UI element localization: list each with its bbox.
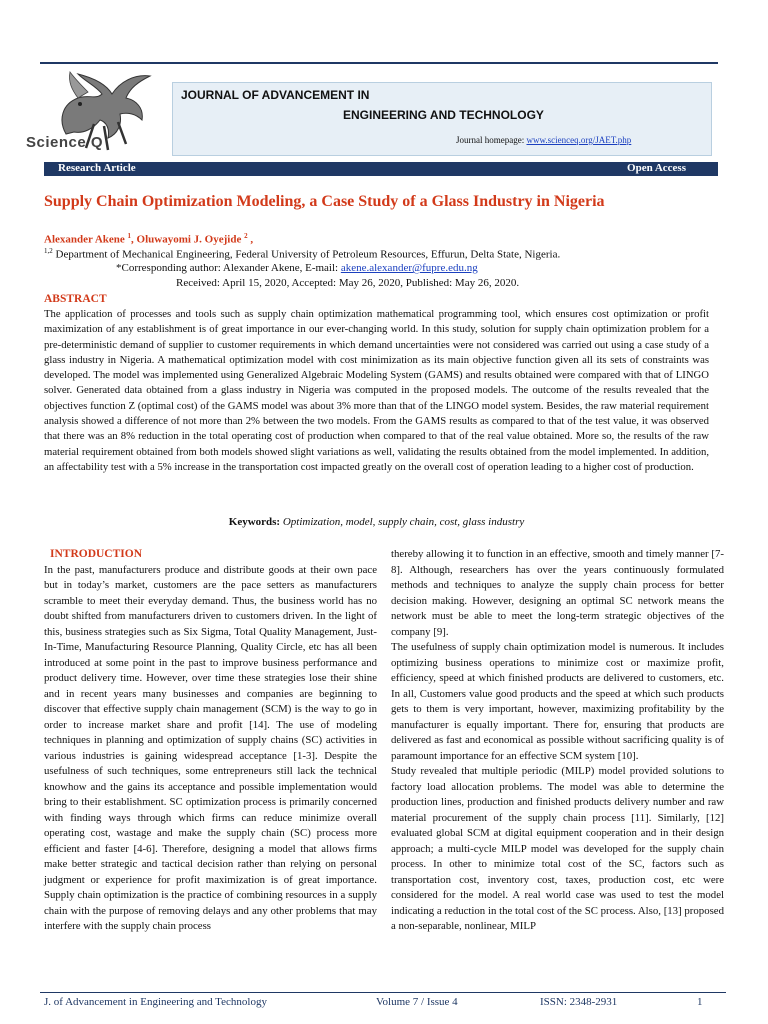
paragraph-2: The usefulness of supply chain optimization model is numerous. It includes optimizing business operations to minimize cost or maximize profit, efficiency, speed at which finished products are delivered to customers, etc. In all, Customers value good products and the speed at which such products gets to them is very important, however, maximizing profitability by the manufacturer is equally important. There for, ensuring that products are delivered as fast and economical as possible without sacrificing quality is of paramount importance for an effective SCM system [10].	[391, 641, 724, 762]
keywords	[44, 516, 709, 528]
homepage-link[interactable]: www.scienceq.org/JAET.php	[526, 135, 632, 145]
author-separator: ,	[131, 233, 137, 246]
paragraph-1: thereby allowing it to function in an effective, smooth and timely manner [7-8]. Although, researchers has over the years continuously formulated methods and techniques to analyze the supply chain process for better decision making. However, designing an optimal SC network means the network must be able to meet the long-term strategic objectives of the company [9].	[391, 548, 724, 638]
affiliation-marker: 1,2	[44, 247, 53, 255]
author-1: Alexander Akene	[44, 233, 128, 246]
corresponding-author	[116, 262, 478, 274]
keywords-label: Keywords:	[228, 516, 281, 528]
author-1-affil: 1	[127, 232, 132, 240]
body-column-left	[44, 547, 377, 935]
footer-journal: J. of Advancement in Engineering and Technology	[44, 996, 267, 1008]
author-list	[44, 232, 253, 246]
page-number: 1	[697, 996, 703, 1008]
author-2-affil: 2	[244, 232, 248, 240]
open-access-label: Open Access	[627, 162, 686, 174]
introduction-heading: INTRODUCTION	[50, 548, 143, 560]
introduction-text: In the past, manufacturers produce and distribute goods at their own pace but in today’s market, customers are the pace setters as manufacturers scramble to meet their everyday demand. Thus, the business world has no doubt shifted from manufacturers driven to customers driven. In the light of this, business strategies such as Six Sigma, Total Quality Management, Just-In-Time, Manufacturing Resource Planning, Quality Circle, etc has all been introduced at some point in the past to improve business performance and product delivery time. However, over time these strategies lose their shine and in recent years many businesses and companies are beginning to discover that effective supply chain management (SCM) is the way to go in order to increase market share and profit [14]. The use of modeling techniques in planning and optimization of supply chains (SC) activities in various industries is gaining widespread acceptance [1-3]. Despite the usefulness of such techniques, some entrepreneurs still lack the technical knowhow and the gains its acceptance and possible implementation would bring to their establishment. SC optimization process is primarily concerned with finding ways through which firms can reduce minimize overall operating cost, wastage and make the supply chain (SC) process more efficient and faster [4-6]. Therefore, designing a model that allows firms make better strategic and tactical decision rather than relying on personal judgment or experience for profit maximization is of great importance. Supply chain optimization is the practice of combining resources in a supply chain with the purpose of removing delays and any other problems that may interfere with the supply chain process	[44, 563, 377, 932]
homepage-label: Journal homepage:	[456, 135, 527, 145]
footer-rule	[40, 992, 726, 993]
journal-title-line2: ENGINEERING AND TECHNOLOGY	[343, 108, 544, 122]
footer-volume: Volume 7 / Issue 4	[376, 996, 458, 1008]
research-article-label: Research Article	[58, 162, 136, 174]
journal-homepage	[456, 135, 631, 145]
logo-text: Science Q	[26, 134, 104, 151]
abstract-heading: ABSTRACT	[44, 293, 107, 305]
author-end: ,	[247, 233, 254, 246]
article-type-bar	[44, 162, 718, 176]
affiliation	[44, 247, 560, 261]
corresponding-prefix: *Corresponding author: Alexander Akene, E-mail:	[116, 262, 341, 274]
journal-title-line1: JOURNAL OF ADVANCEMENT IN	[181, 88, 370, 102]
body-column-right	[391, 547, 724, 935]
keywords-list: Optimization, model, supply chain, cost, glass industry	[282, 516, 525, 528]
publication-dates: Received: April 15, 2020, Accepted: May 26, 2020, Published: May 26, 2020.	[176, 277, 520, 289]
affiliation-text: Department of Mechanical Engineering, Federal University of Petroleum Resources, Effurun, Delta State, Nigeria.	[52, 248, 561, 261]
footer-issn: ISSN: 2348-2931	[540, 996, 618, 1008]
abstract-text: The application of processes and tools such as supply chain optimization mathematical programming tool, which ensures cost optimization or profit maximization of any establishment is of great importance in our ever-changing world. In this study, solution for supply chain optimization problem for a pre-deterministic demand of supplier to customer requirements in which demand uncertainties were not considered was carried out using a case study of a glass industry in Nigeria. A mathematical optimization model with cost minimization as its main objective function given all its sets of constraints was developed. The model was implemented using Generalized Algebraic Modeling System (GAMS) and results obtained were compared with that of LINGO solver. Generated data obtained from a glass industry in Nigeria was computed in the proposed models. The outcome of the results revealed that the objectives function Z (optimal cost) of the GAMS model was about 3% more than that of the LINGO model system. Besides, the raw material requirement analysis showed a difference of not more than 2% between the two models. From the GAMS results as compared to that of the test value, it was observed that there was an 8% reduction in the total operating cost of production when compared to that of the real value obtained. More so, the results of the raw material requirement obtained from both models showed slight variations as well, validating the results obtained from the model implemented. In addition, an affectability test with a 5% increase in the transportation cost impacted greatly on the overall cost of operation leading to a higher cost of production.	[44, 308, 709, 473]
author-2: Oluwayomi J. Oyejide	[136, 233, 245, 246]
article-title: Supply Chain Optimization Modeling, a Case Study of a Glass Industry in Nigeria	[44, 193, 605, 210]
paragraph-3: Study revealed that multiple periodic (MILP) model provided solutions to factory load allocation problems. The model was able to determine the production lines, production and finished products delivery number and raw material procurement of the supply chain process [11]. Similarly, [12] evaluated global SCM at digital equipment cooperation and in their design approach; a multi-cycle MILP model was developed for the supply chain process. In other to minimize total cost of the SC, factors such as transportation cost, inventory cost, taxes, production cost, etc were considered for the model. A real world case was used to test the model indicating a reduction in the total cost of the SC process. Also, [13] proposed a non-separable, nonlinear, MILP	[391, 765, 724, 932]
corresponding-email-link[interactable]: akene.alexander@fupre.edu.ng	[340, 262, 478, 274]
journal-title-box	[172, 82, 712, 156]
